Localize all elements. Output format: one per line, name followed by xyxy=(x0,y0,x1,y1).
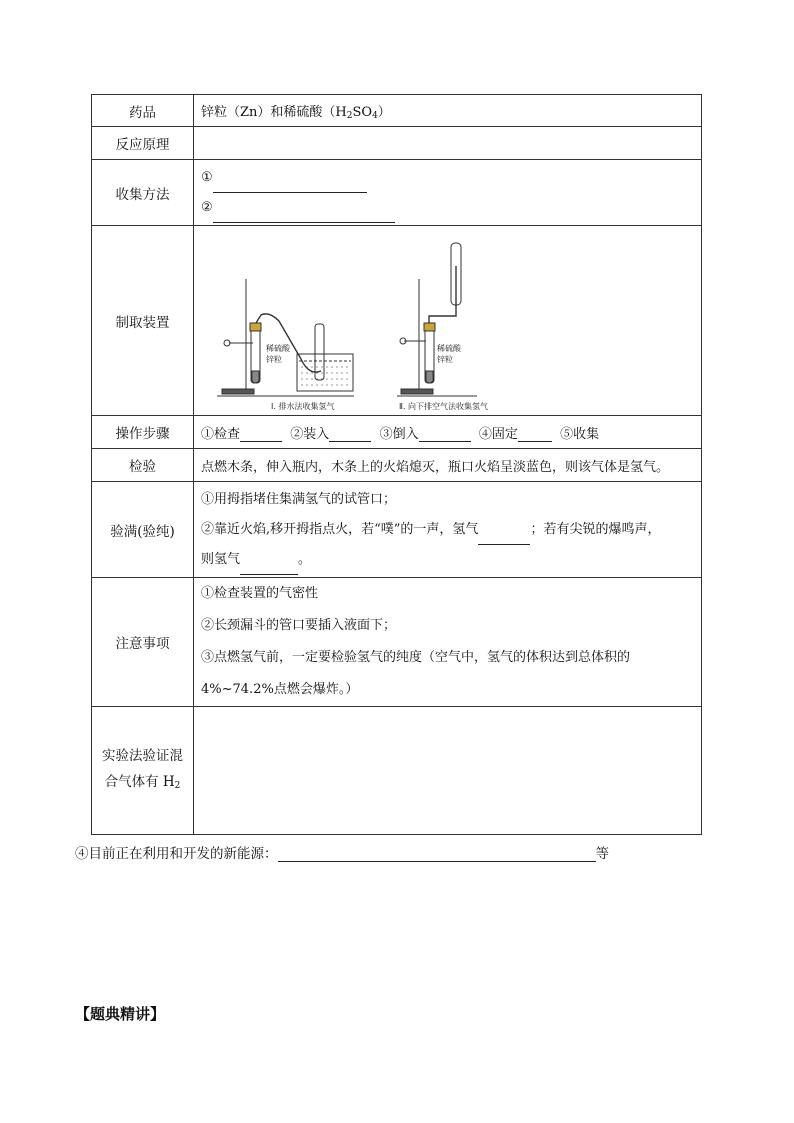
new-energy-prefix: ④目前正在利用和开发的新能源： xyxy=(75,846,278,862)
figure-2-downward-air xyxy=(397,243,477,396)
note-2: ②长颈漏斗的管口要插入液面下； xyxy=(201,618,397,633)
fig2-zinc-label: 锌粒 xyxy=(437,354,453,364)
step-3: ③倒入 xyxy=(379,426,419,442)
hydrogen-prep-table xyxy=(91,94,702,835)
step-1-blank xyxy=(240,427,282,442)
row-test xyxy=(92,449,702,482)
figure-1-water-displacement xyxy=(217,279,354,396)
step-3-blank xyxy=(419,427,471,442)
collect-option-2 xyxy=(201,193,701,223)
content-steps xyxy=(194,416,702,449)
row-verify xyxy=(92,707,702,835)
verify-label-line-1: 实验法验证混 xyxy=(102,747,183,764)
new-energy-question xyxy=(75,842,609,862)
row-purity xyxy=(92,482,702,578)
label-collect: 收集方法 xyxy=(92,160,194,226)
note-4: 4%~74.2%点燃会爆炸。） xyxy=(201,682,359,697)
content-apparatus xyxy=(194,226,702,416)
fig1-acid-label: 稀硫酸 xyxy=(266,343,290,353)
content-test: 点燃木条，伸入瓶内，木条上的火焰熄灭，瓶口火焰呈淡蓝色，则该气体是氢气。 xyxy=(194,449,702,482)
fig2-caption: Ⅱ. 向下排空气法收集氢气 xyxy=(399,401,489,411)
purity-line-3 xyxy=(201,545,701,575)
collect-blank-1 xyxy=(213,178,367,193)
purity-line-2a: ②靠近火焰,移开拇指点火，若“噗”的一声，氢气 xyxy=(201,521,479,537)
new-energy-blank xyxy=(278,847,596,862)
drugs-text-a: 锌粒（Zn）和稀硫酸（H xyxy=(201,104,347,120)
drugs-sub-2: 4 xyxy=(372,110,378,121)
step-5: ⑤收集 xyxy=(560,426,600,442)
purity-line-3b: 。 xyxy=(298,551,312,567)
row-collect xyxy=(92,160,702,226)
verify-label-2a: 合气体有 H xyxy=(104,773,175,790)
label-test: 检验 xyxy=(92,449,194,482)
row-notes xyxy=(92,578,702,707)
purity-blank-1 xyxy=(478,530,530,545)
drugs-text-c: ） xyxy=(377,104,391,120)
step-4-blank xyxy=(518,427,552,442)
step-1: ①检查 xyxy=(201,426,241,442)
collect-blank-2 xyxy=(213,208,395,223)
purity-line-2 xyxy=(201,515,701,545)
verify-label-sub: 2 xyxy=(174,780,181,791)
step-4: ④固定 xyxy=(478,426,518,442)
row-apparatus xyxy=(92,226,702,416)
fig1-caption: Ⅰ. 排水法收集氢气 xyxy=(271,401,335,411)
content-collect xyxy=(194,160,702,226)
label-principle: 反应原理 xyxy=(92,127,194,160)
drugs-text-b: SO xyxy=(352,104,373,120)
purity-line-2b: ；若有尖锐的爆鸣声， xyxy=(530,521,661,537)
content-notes xyxy=(194,578,702,707)
content-drugs xyxy=(194,95,702,127)
collect-option-1 xyxy=(201,163,701,193)
row-drugs xyxy=(92,95,702,127)
label-steps: 操作步骤 xyxy=(92,416,194,449)
label-notes: 注意事项 xyxy=(92,578,194,707)
fig2-acid-label: 稀硫酸 xyxy=(437,343,461,353)
apparatus-figure xyxy=(209,231,509,411)
label-apparatus: 制取装置 xyxy=(92,226,194,416)
collect-num-1: ① xyxy=(201,169,213,185)
purity-line-1: ①用拇指堵住集满氢气的试管口； xyxy=(201,491,397,507)
row-steps xyxy=(92,416,702,449)
content-principle xyxy=(194,127,702,160)
content-purity xyxy=(194,482,702,578)
note-3: ③点燃氢气前，一定要检验氢气的纯度（空气中，氢气的体积达到总体积的 xyxy=(201,650,631,665)
section-heading: 【题典精讲】 xyxy=(75,1005,166,1023)
new-energy-suffix: 等 xyxy=(595,846,609,862)
step-2: ②装入 xyxy=(290,426,330,442)
purity-line-3a: 则氢气 xyxy=(201,551,241,567)
content-verify xyxy=(194,707,702,835)
note-1: ①检查装置的气密性 xyxy=(201,586,319,601)
row-principle xyxy=(92,127,702,160)
step-2-blank xyxy=(329,427,371,442)
collect-num-2: ② xyxy=(201,199,213,215)
verify-label-line-2 xyxy=(92,769,193,799)
fig1-zinc-label: 锌粒 xyxy=(266,354,282,364)
drugs-sub-1: 2 xyxy=(346,110,353,121)
label-purity: 验满(验纯) xyxy=(92,482,194,578)
label-drugs: 药品 xyxy=(92,95,194,127)
purity-blank-2 xyxy=(240,560,298,575)
label-verify xyxy=(92,707,194,835)
